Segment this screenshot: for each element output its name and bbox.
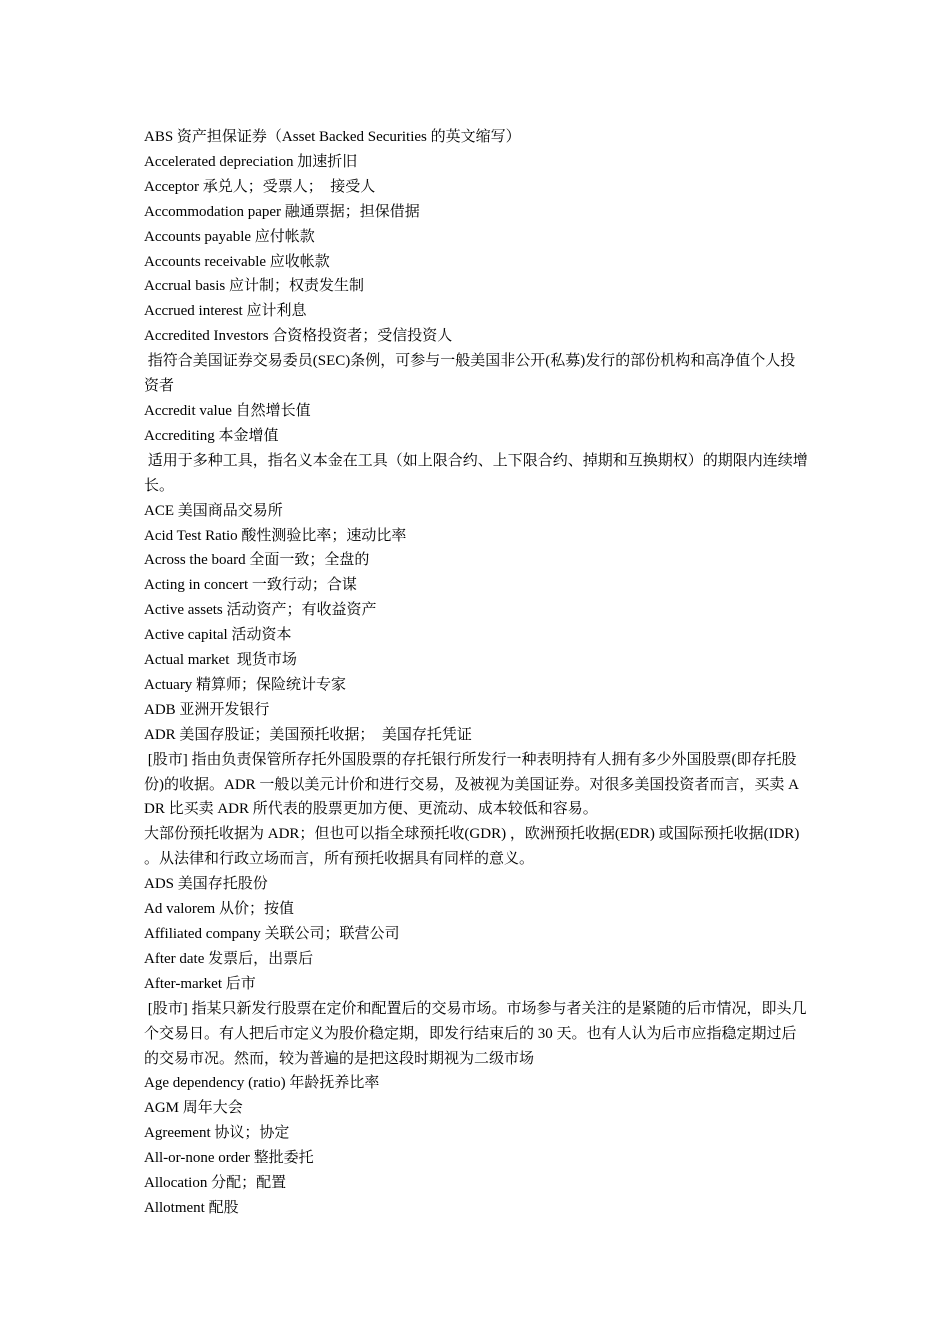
glossary-line: Actuary 精算师；保险统计专家 — [144, 676, 347, 693]
glossary-line: ABS 资产担保证券（Asset Backed Securities 的英文缩写） — [144, 129, 521, 145]
glossary-line: Accounts payable 应付帐款 — [144, 228, 315, 245]
glossary-line: [股市] 指由负责保管所存托外国股票的存托银行所发行一种表明持有人拥有多少外国股票(即存托股份)的收据。ADR 一般以美元计价和进行交易，及被视为美国证券。对很多美国投资者而言，买卖 ADR 比买卖 ADR 所代表的股票更加方便、更流动、成本较低和容易。 — [144, 751, 800, 818]
glossary-line: ADS 美国存托股份 — [144, 876, 268, 893]
glossary-line: Actual market 现货市场 — [144, 652, 297, 669]
glossary-line: Accredit value 自然增长值 — [144, 402, 311, 419]
glossary-line: Active capital 活动资本 — [144, 627, 292, 644]
glossary-line: [股市] 指某只新发行股票在定价和配置后的交易市场。市场参与者关注的是紧随的后市情况，即头几个交易日。有人把后市定义为股价稳定期，即发行结束后的 30 天。也有人认为后市应指稳定期过后的交易市况。然而，较为普遍的是把这段时期视为二级市场 — [144, 1000, 807, 1067]
glossary-line: Across the board 全面一致；全盘的 — [144, 552, 370, 569]
glossary-line: Ad valorem 从价；按值 — [144, 901, 294, 918]
glossary-line: Agreement 协议；协定 — [144, 1125, 290, 1142]
glossary-line: Accrediting 本金增值 — [144, 427, 279, 444]
glossary-line: Allocation 分配；配置 — [144, 1175, 287, 1192]
glossary-line: Acid Test Ratio 酸性测验比率；速动比率 — [144, 527, 407, 544]
glossary-line: ADR 美国存股证；美国预托收据； 美国存托凭证 — [144, 726, 472, 743]
glossary-line: 指符合美国证券交易委员(SEC)条例，可参与一般美国非公开(私募)发行的部份机构和高净值个人投资者 — [144, 353, 796, 395]
glossary-line: Accrual basis 应计制；权责发生制 — [144, 278, 364, 295]
glossary-line: ACE 美国商品交易所 — [144, 502, 283, 519]
glossary-text-body — [144, 125, 808, 1221]
glossary-line: All-or-none order 整批委托 — [144, 1150, 314, 1167]
glossary-line: Accredited Investors 合资格投资者；受信投资人 — [144, 328, 453, 345]
glossary-line: 适用于多种工具，指名义本金在工具（如上限合约、上下限合约、掉期和互换期权）的期限内连续增长。 — [144, 452, 808, 494]
glossary-line: Accelerated depreciation 加速折旧 — [144, 153, 358, 170]
glossary-line: Acceptor 承兑人；受票人； 接受人 — [144, 178, 376, 195]
glossary-line: AGM 周年大会 — [144, 1100, 243, 1117]
glossary-line: After date 发票后，出票后 — [144, 950, 314, 967]
glossary-line: ADB 亚洲开发银行 — [144, 701, 270, 718]
glossary-line: 大部份预托收据为 ADR；但也可以指全球预托收(GDR) ，欧洲预托收据(EDR) 或国际预托收据(IDR) 。从法律和行政立场而言，所有预托收据具有同样的意义。 — [144, 826, 804, 868]
glossary-line: Acting in concert 一致行动；合谋 — [144, 577, 357, 594]
glossary-line: Accrued interest 应计利息 — [144, 303, 307, 320]
glossary-line: Active assets 活动资产；有收益资产 — [144, 602, 377, 619]
glossary-line: Age dependency (ratio) 年龄抚养比率 — [144, 1075, 380, 1092]
glossary-line: Affiliated company 关联公司；联营公司 — [144, 926, 400, 942]
glossary-line: Allotment 配股 — [144, 1199, 239, 1216]
glossary-line: Accommodation paper 融通票据；担保借据 — [144, 203, 420, 220]
glossary-line: Accounts receivable 应收帐款 — [144, 253, 330, 270]
glossary-line: After-market 后市 — [144, 975, 256, 992]
